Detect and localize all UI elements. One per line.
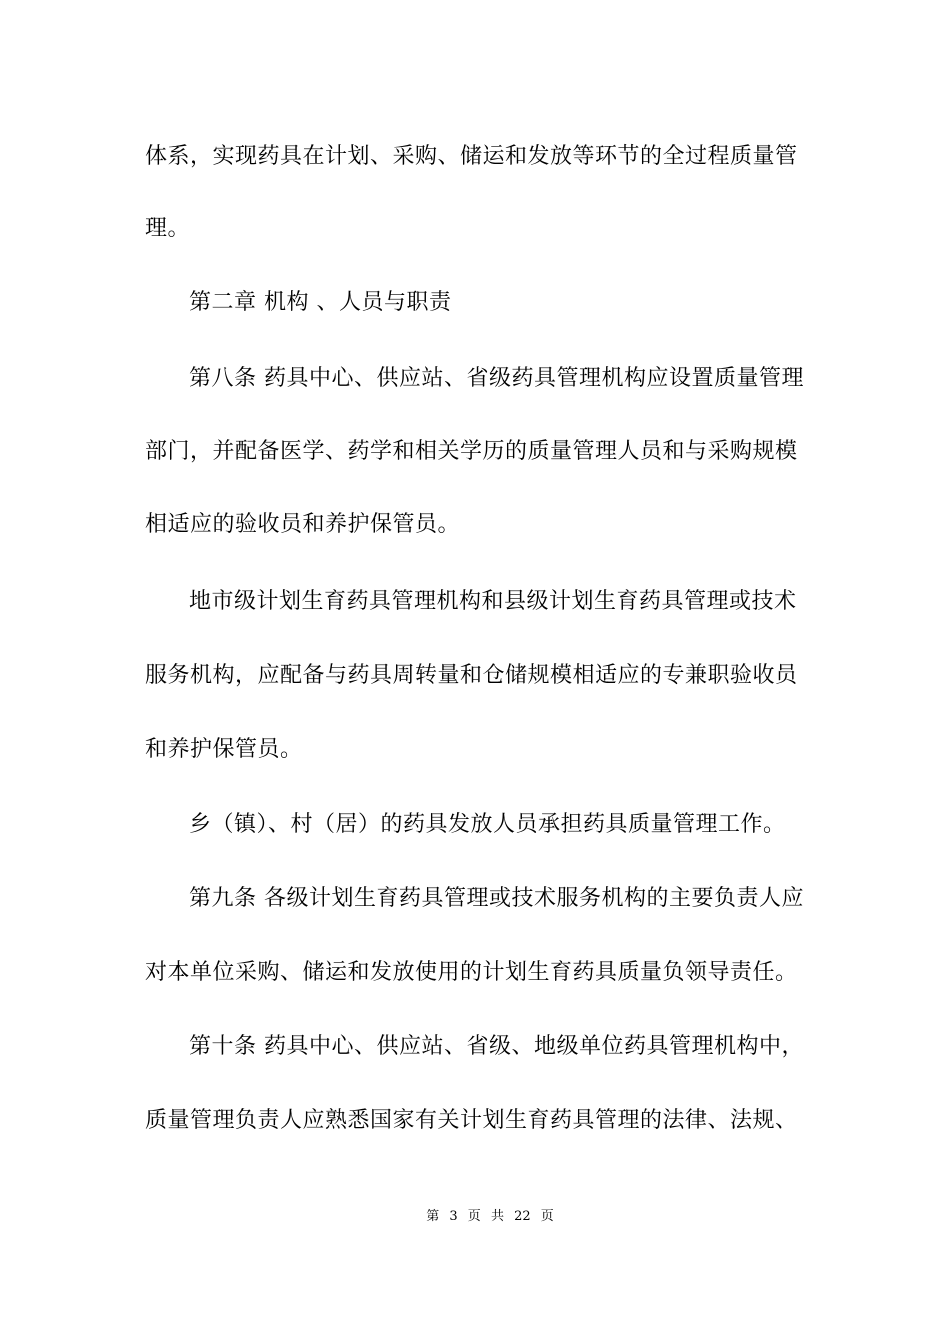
text-line: 第八条 药具中心、供应站、省级药具管理机构应设置质量管理: [189, 366, 804, 391]
footer-prefix: 第: [426, 1209, 440, 1224]
text-line: 乡（镇）、村（居）的药具发放人员承担药具质量管理工作。: [189, 812, 786, 837]
text-line: 理。: [145, 216, 191, 241]
text-line: 和养护保管员。: [145, 737, 303, 762]
text-line: 第十条 药具中心、供应站、省级、地级单位药具管理机构中，: [189, 1034, 804, 1059]
chapter-heading: 第二章 机构 、人员与职责: [189, 290, 452, 315]
text-line: 体系，实现药具在计划、采购、储运和发放等环节的全过程质量管: [145, 144, 798, 169]
text-line: 相适应的验收员和养护保管员。: [145, 512, 461, 537]
text-line: 质量管理负责人应熟悉国家有关计划生育药具管理的法律、法规、: [145, 1108, 798, 1133]
text-line: 第九条 各级计划生育药具管理或技术服务机构的主要负责人应: [189, 886, 804, 911]
footer-page-word: 页: [467, 1209, 481, 1224]
footer-total-word: 共: [490, 1209, 504, 1224]
page-footer: [0, 1208, 950, 1226]
text-line: 地市级计划生育药具管理机构和县级计划生育药具管理或技术: [189, 589, 797, 614]
footer-current-page: 3: [449, 1209, 458, 1224]
footer-total-pages: 22: [514, 1209, 531, 1224]
text-line: 对本单位采购、储运和发放使用的计划生育药具质量负领导责任。: [145, 960, 798, 985]
footer-suffix: 页: [540, 1209, 554, 1224]
text-line: 部门，并配备医学、药学和相关学历的质量管理人员和与采购规模: [145, 439, 798, 464]
text-line: 服务机构，应配备与药具周转量和仓储规模相适应的专兼职验收员: [145, 663, 798, 688]
